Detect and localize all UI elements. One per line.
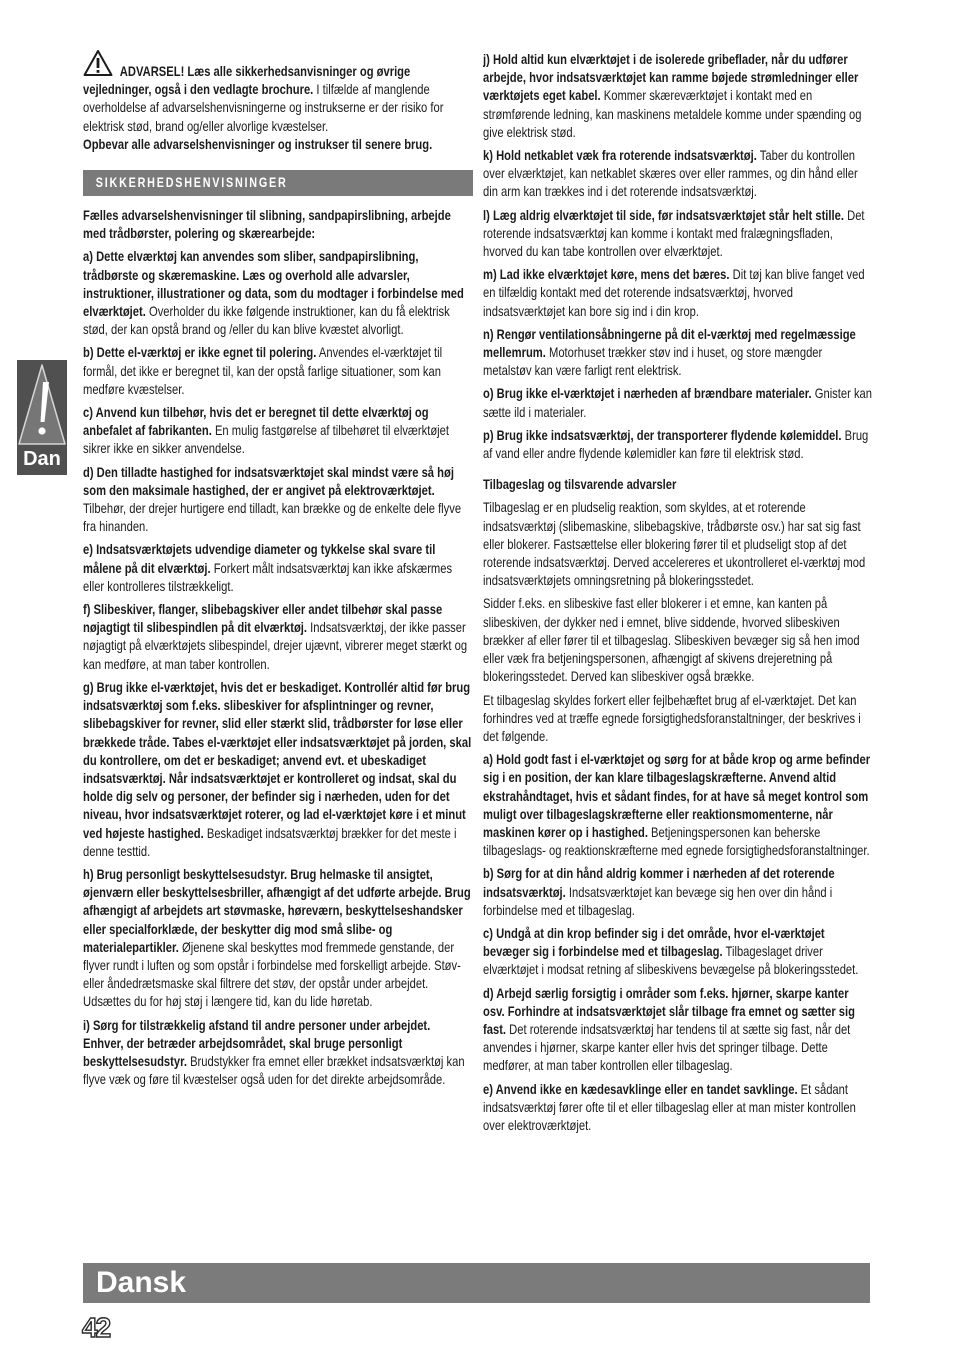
safety-item-body: Tilbehør, der drejer hurtigere end tilladt, kan brække og de enkelte dele flyve fra hinanden. [83,500,462,535]
safety-item-lead: n) Rengør ventilationsåbningerne på dit el-værktøj med regelmæssige mellemrum. [483,325,856,361]
safety-item-d [83,463,473,536]
kickback-item-lead: e) Anvend ikke en kædesavklinge eller en tandet savklinge. [483,1080,798,1097]
safety-item-m [483,265,873,320]
safety-item-body: Dit tøj kan blive fanget ved en tilfældig kontakt med det roterende indsatsværktøj, hvorved indsatsværktøjet kan bore sig ind i din krop. [483,266,865,319]
warning-text [83,62,473,135]
page-number: 42 [82,1312,110,1343]
safety-item-n [483,325,873,380]
safety-item-lead: m) Lad ikke elværktøjet køre, mens det bæres. [483,266,730,283]
safety-item-e [83,540,473,595]
kickback-item-lead: d) Arbejd særlig forsigtig i områder som f.eks. hjørner, skarpe kanter osv. Forhindre at indsatsværktøjet slår tilbage fra emnet og sætter sig fast. [483,984,855,1037]
safety-item-body: Øjenene skal beskyttes mod fremmede genstande, der flyver rundt i luften og som opstår i forbindelse med forskelligt arbejde. Støv- eller åndedrætsmaske skal filtrere det støv, der opstår under arbejdet. Udsættes du for høj støj i længere tid, kan du lide høretab. [83,938,461,1010]
safety-item-body: Forkert målt indsatsværktøj kan ikke afskærmes eller kontrolleres tilstrækkeligt. [83,559,453,594]
kickback-paragraph: Et tilbageslag skyldes forkert eller fejlbehæftet brug af el-værktøjet. Det kan forhindres ved at træffe egnede forsigtighedsforanstaltninger, der beskrives i det følgende. [483,691,861,744]
left-column [83,62,473,1256]
safety-item-o [483,384,873,420]
kickback-item-body: Et sådant indsatsværktøj fører ofte til et eller tilbageslag eller at man mister kontrollen over elektroværktøjet. [483,1080,856,1133]
safety-item-body: Brudstykker fra emnet eller brækket indsatsværktøj kan flyve væk og føre til kvæstelser også uden for det direkte arbejdsområde. [83,1052,465,1088]
kickback-item-c [483,924,873,979]
side-tab-label: Dan [23,448,61,470]
safety-item-l [483,206,873,261]
kickback-item-lead: a) Hold godt fast i el-værktøjet og sørg for at både krop og arme befinder sig i en position, der kan klare tilbageslagskræfterne. Anvend altid ekstrahåndtaget, hvis et sådant findes, for at have så meget kontrol som muligt over tilbageslagskræfterne eller reaktionsmomenterne, når maskinen kører op i hastighed. [483,751,871,840]
safety-item-lead: e) Indsatsværktøjets udvendige diameter og tykkelse skal svare til målene på dit elværktøj. [83,541,436,576]
warning-body: I tilfælde af manglende overholdelse af advarselshenvisningerne og instrukserne er der risiko for elektrisk stød, brand og/eller alvorlige kvæstelser. [83,81,444,134]
section-header: SIKKERHEDSHENVISNINGER [83,170,473,196]
safety-item-g [83,678,473,860]
safety-item-lead: c) Anvend kun tilbehør, hvis det er beregnet til dette elværktøj og anbefalet af fabrikanten. [83,404,429,439]
safety-item-i [83,1016,473,1089]
warning-keep-text: Opbevar alle advarselshenvisninger og instrukser til senere brug. [83,135,433,152]
safety-item-f [83,600,473,673]
safety-item-lead: a) Dette elværktøj kan anvendes som sliber, sandpapirslibning, trådbørste og skæremaskine. Læs og overhold alle advarsler, instruktioner, illustrationer og data, som du modtager i forbindelse med elværktøjet. [83,248,464,320]
safety-item-lead: f) Slibeskiver, flanger, slibebagskiver eller andet tilbehør skal passe nøjagtigt til slibespindlen på dit elværktøj. [83,601,443,636]
safety-item-body: Anvendes el-værktøjet til formål, det ikke er beregnet til, kan der opstå farlige situationer, som kan medføre kvæstelser. [83,344,443,397]
kickback-item-b [483,864,873,919]
safety-item-lead: b) Dette el-værktøj er ikke egnet til polering. [83,344,317,361]
kickback-item-body: Tilbageslaget driver elværktøjet i modsat retning af slibeskivens bevægelse på blokeringsstedet. [483,943,859,978]
kickback-item-body: Indsatsværktøjet kan bevæge sig hen over din hånd i forbindelse med et tilbageslag. [483,883,833,918]
safety-item-lead: l) Læg aldrig elværktøjet til side, før indsatsværktøjet står helt stille. [483,206,844,223]
kickback-item-body: Betjeningspersonen kan beherske tilbageslags- og reaktionskræfterne med egnede forsigtighedsforanstaltninger. [483,823,870,859]
kickback-item-lead: b) Sørg for at din hånd aldrig kommer i nærheden af det roterende indsatsværktøj. [483,865,835,900]
warning-lead: ADVARSEL! Læs alle sikkerhedsanvisninger og øvrige vejledninger, også i den vedlagte brochure. [83,63,411,98]
safety-item-k [483,146,873,201]
language-label: Dansk [96,1266,187,1299]
warning-notice [83,62,473,153]
safety-item-lead: i) Sørg for tilstrækkelig afstand til andre personer under arbejdet. Enhver, der betræder arbejdsområdet, skal bruge personligt beskyttelsesudstyr. [83,1016,431,1069]
kickback-item-e [483,1080,873,1135]
right-column [483,50,873,1258]
safety-item-body: Det roterende indsatsværktøj kan komme i kontakt med fralægningsfladen, hvorved du kan tabe kontrollen over elværktøjet. [483,206,865,260]
safety-item-lead: h) Brug personligt beskyttelsesudstyr. Brug helmaske til ansigtet, øjenværn eller beskyttelsesbriller, afhængigt af det udførte arbejde. Brug afhængigt af arbejdets art støvmaske, høreværn, beskyttelseshandsker eller specialforklæde, der beskytter dig mod små slibe- og materialepartikler. [83,865,471,955]
safety-item-body: Kommer skæreværktøjet i kontakt med en strømførende ledning, kan maskinens metaldele komme under spænding og give elektrisk stød. [483,87,862,140]
warning-keep [83,135,473,153]
kickback-heading: Tilbageslag og tilsvarende advarsler [483,476,677,493]
safety-item-b [83,343,473,398]
safety-item-h [83,865,473,1011]
safety-item-lead: k) Hold netkablet væk fra roterende indsatsværktøj. [483,147,757,164]
safety-item-lead: g) Brug ikke el-værktøjet, hvis det er beskadiget. Kontrollér altid før brug indsatsværktøj som f.eks. slibeskiver for afsplintninger og revner, slibebagskiver for revner, slid eller stærkt slid, trådbørster for løse eller brækkede tråde. Tabes el-værktøjet eller indsatsværktøjet på jorden, skal du kontrollere, om det er beskadiget; anvend evt. et ubeskadiget indsatsværktøj. Når indsatsværktøjet er kontrolleret og indsat, skal du holde dig selv og personer, der befinder sig i nærheden, uden for det niveau, hvor indsatsværktøjet roterer, og lad el-værktøjet køre i et minut ved højeste hastighed. [83,678,472,841]
safety-item-body: Gnister kan sætte ild i materialer. [483,385,873,420]
safety-item-body: Overholder du ikke følgende instruktioner, kan du få elektrisk stød, der kan opstå brand og /eller du kan blive kvæstet alvorligt. [83,303,450,338]
kickback-item-body: Det roterende indsatsværktøj har tendens til at sætte sig fast, når det anvendes i hjørner, skarpe kanter eller hvis det springer tilbage. Dette medfører, at man taber kontrollen eller tilbageslag. [483,1020,851,1074]
intro-text: Fælles advarselshenvisninger til slibning, sandpapirslibning, arbejde med trådbørster, polering og skærearbejde: [83,207,451,242]
safety-item-lead: o) Brug ikke el-værktøjet i nærheden af brændbare materialer. [483,385,812,402]
kickback-item-lead: c) Undgå at din krop befinder sig i det område, hvor el-værktøjet bevæger sig i forbindelse med et tilbageslag. [483,924,825,960]
safety-item-lead: d) Den tilladte hastighed for indsatsværktøjet skal mindst være så høj som den maksimale hastighed, der er angivet på elektroværktøjet. [83,463,454,498]
safety-item-c [83,403,473,458]
safety-item-lead: p) Brug ikke indsatsværktøj, der transporterer flydende kølemiddel. [483,426,842,443]
safety-item-body: Taber du kontrollen over elværktøjet, kan netkablet skæres over eller rammes, og din hånd eller din arm kan trækkes ind i det roterende indsatsværktøj. [483,147,858,200]
language-side-tab [17,360,67,475]
kickback-paragraph: Sidder f.eks. en slibeskive fast eller blokerer i et emne, kan kanten på slibeskiven, der dykker ned i emnet, blive siddende, hvorved slibeskiven brækker af eller fører til et tilbageslag. Slibeskiven bevæger sig så hen imod eller væk fra betjeningspersonen, afhængigt af skivens drejeretning på blokeringsstedet. Derved kan slibeskiver også brække. [483,595,860,685]
safety-item-a [83,247,473,338]
intro [83,206,473,242]
safety-item-body: Indsatsværktøj, der ikke passer nøjagtigt på elværktøjets slibespindel, drejer ujævnt, vibrerer meget stærkt og kan medføre, at man taber kontrollen. [83,619,468,672]
safety-item-body: Brug af vand eller andre flydende kølemidler kan føre til elektrisk stød. [483,426,869,462]
kickback-paragraph: Tilbageslag er en pludselig reaktion, som skyldes, at et roterende indsatsværktøj (slibemaskine, slibebagskive, trådbørste osv.) har sat sig fast eller blokerer. Fastsættelse eller blokering fører til et pludseligt stop af det roterende indsatsværktøj. Derved accelereres et ukontrolleret el-værktøj mod indsatsværktøjets omningsretning på blokeringsstedet. [483,499,866,589]
safety-item-j [483,50,873,141]
language-bar [83,1263,870,1303]
safety-item-body: Beskadiget indsatsværktøj brækker for det meste i denne testtid. [83,824,457,859]
kickback-item-d [483,984,873,1075]
safety-item-body: Motorhuset trækker støv ind i huset, og store mængder metalstøv kan være farligt rent elektrisk. [483,344,823,379]
safety-item-p [483,426,873,462]
safety-item-lead: j) Hold altid kun elværktøjet i de isolerede gribeflader, når du udfører arbejde, hvor indsatsværktøjet kan ramme bøjede strømledninger eller værktøjets eget kabel. [483,51,859,104]
kickback-item-a [483,750,873,859]
safety-item-body: En mulig fastgørelse af tilbehøret til elværktøjet sikrer ikke en sikker anvendelse. [83,422,449,457]
